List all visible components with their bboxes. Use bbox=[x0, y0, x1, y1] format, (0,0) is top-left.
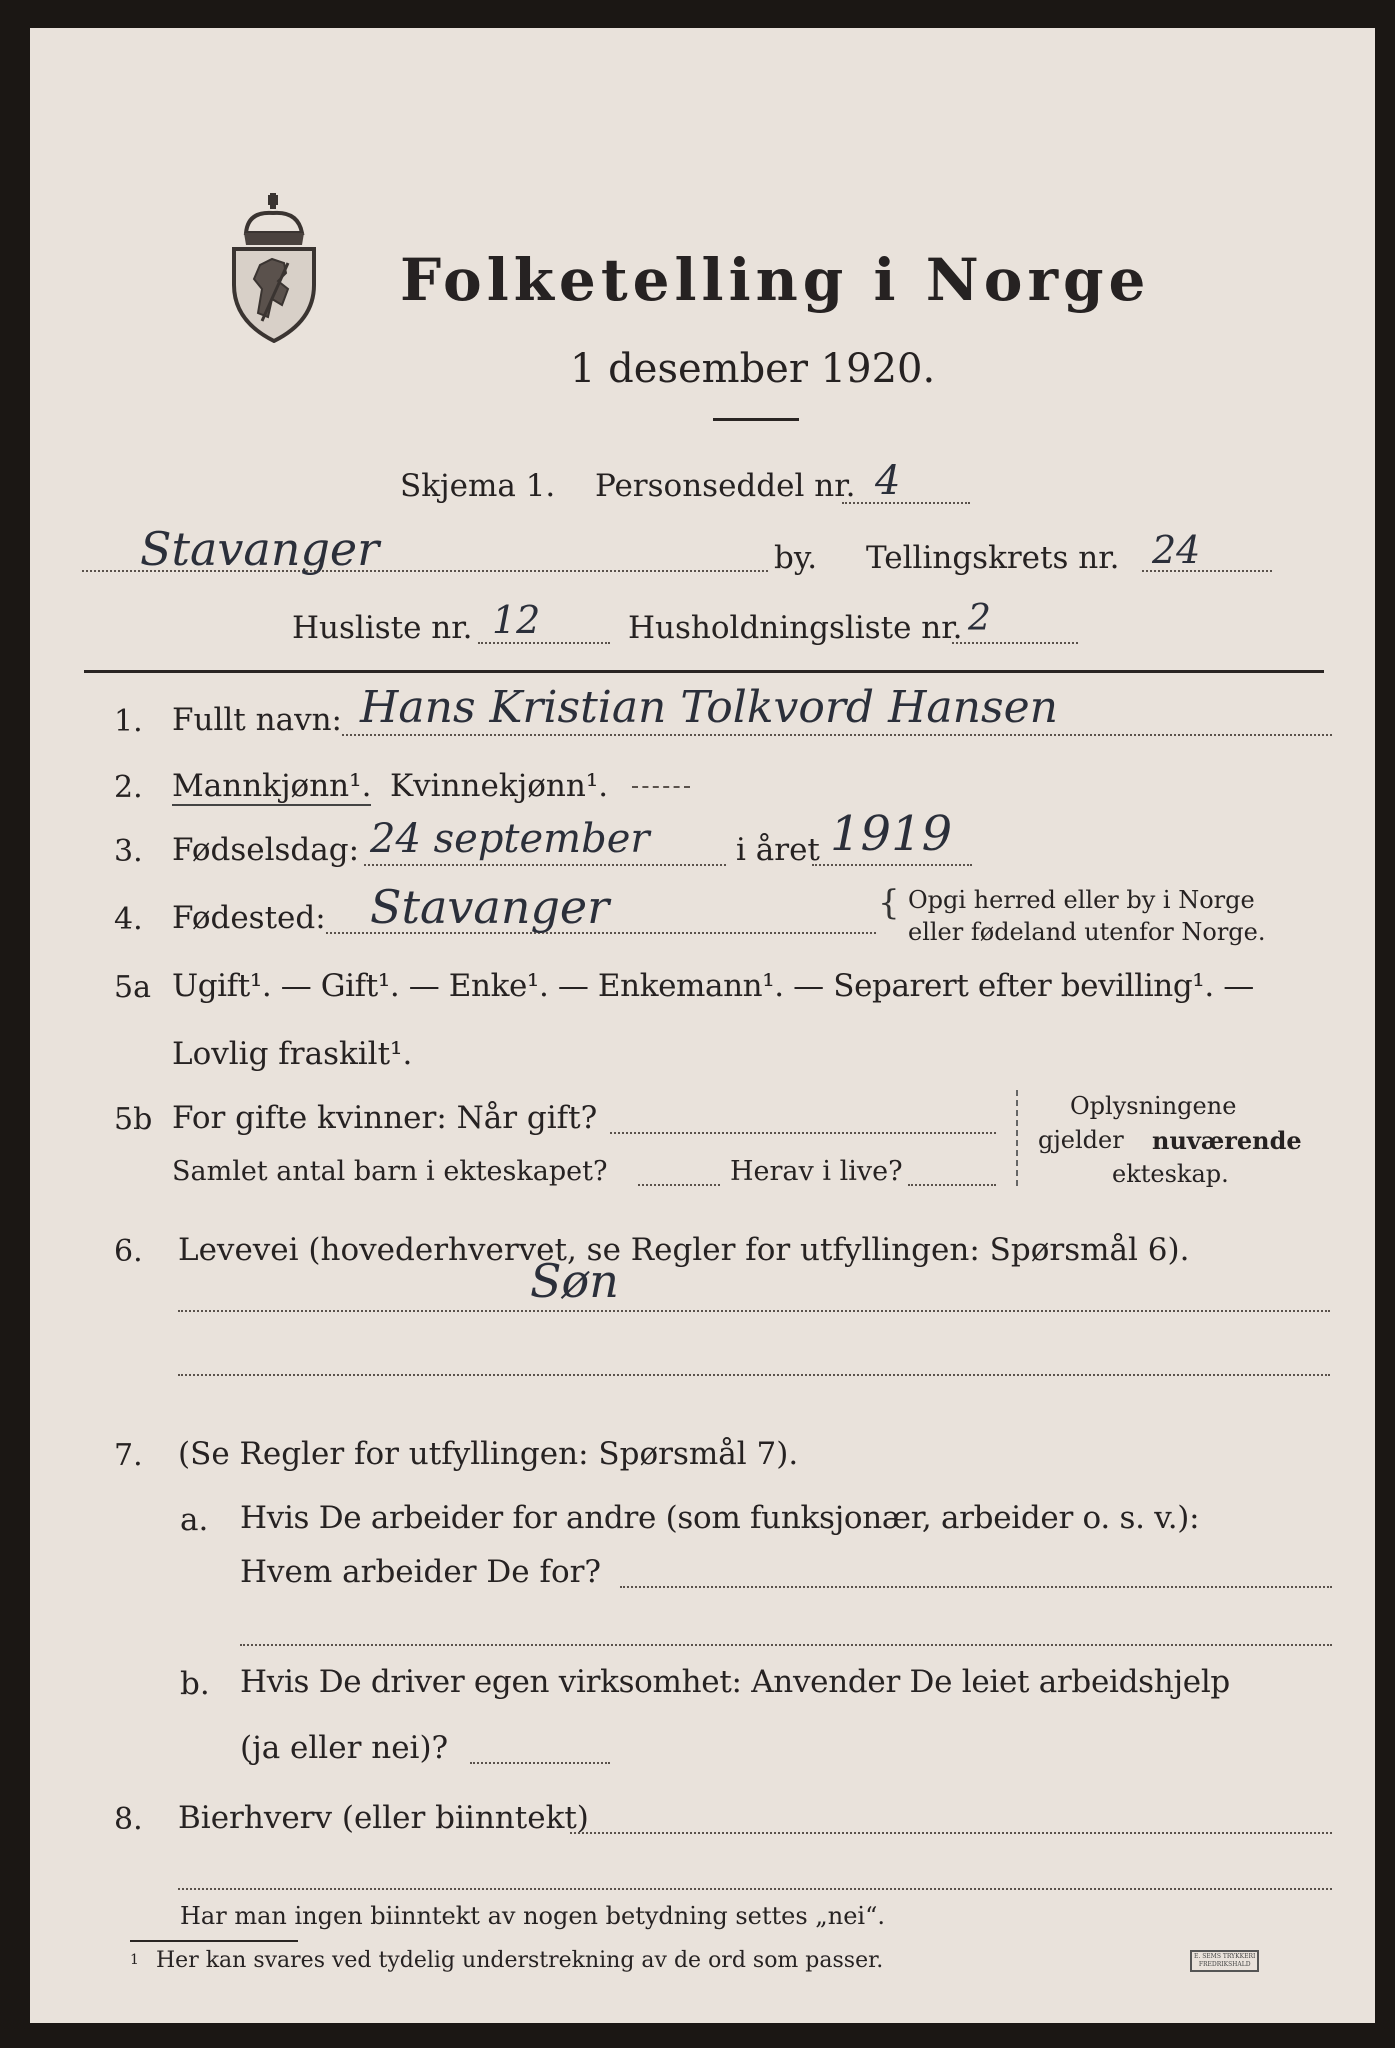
gender-male-option[interactable]: Mannkjønn¹. bbox=[172, 768, 372, 804]
personseddel-label: Personseddel nr. bbox=[595, 468, 856, 504]
q7b-letter: b. bbox=[180, 1666, 210, 1702]
husholdning-field[interactable] bbox=[952, 642, 1078, 644]
by-label: by. bbox=[774, 540, 818, 576]
footnote: Her kan svares ved tydelig understrekning av de ord som passer. bbox=[156, 1948, 884, 1973]
full-name-field[interactable] bbox=[342, 734, 1332, 736]
form-title: Folketelling i Norge bbox=[400, 246, 1151, 314]
gender-dash bbox=[632, 786, 690, 788]
birth-day-field[interactable] bbox=[364, 864, 726, 866]
q5b-note-line2a: gjelder bbox=[1038, 1126, 1124, 1154]
side-income-field[interactable] bbox=[570, 1832, 1332, 1834]
marital-status-options[interactable]: Ugift¹. — Gift¹. — Enke¹. — Enkemann¹. — Separert efter bevilling¹. — bbox=[172, 968, 1254, 1004]
q5a-number: 5a bbox=[114, 970, 151, 1005]
q1-label: Fullt navn: bbox=[172, 702, 342, 738]
q5b-note-line2b: nuværende bbox=[1152, 1126, 1302, 1155]
census-form bbox=[30, 28, 1375, 2023]
q7b-line1: Hvis De driver egen virksomhet: Anvender De leiet arbeidshjelp bbox=[240, 1664, 1230, 1700]
q5b-note-line3: ekteskap. bbox=[1112, 1160, 1229, 1188]
title-divider bbox=[713, 418, 799, 421]
gender-female-option[interactable]: Kvinnekjønn¹. bbox=[390, 768, 609, 804]
city-value: Stavanger bbox=[140, 522, 380, 576]
year-label: i året bbox=[736, 832, 820, 868]
q7a-line2: Hvem arbeider De for? bbox=[240, 1554, 602, 1590]
q4-number: 4. bbox=[114, 902, 143, 937]
header-rule bbox=[84, 670, 1324, 673]
q4-note-line1: Opgi herred eller by i Norge bbox=[908, 886, 1255, 914]
marital-status-divorced[interactable]: Lovlig fraskilt¹. bbox=[172, 1036, 413, 1072]
skjema-label: Skjema 1. bbox=[400, 468, 556, 504]
q7b-line2: (ja eller nei)? bbox=[240, 1730, 449, 1766]
q5b-married-when-label: For gifte kvinner: Når gift? bbox=[172, 1100, 598, 1136]
q7-label: (Se Regler for utfyllingen: Spørsmål 7). bbox=[178, 1436, 799, 1472]
q3-label: Fødselsdag: bbox=[172, 832, 360, 868]
occupation-value: Søn bbox=[530, 1254, 619, 1308]
children-alive-label: Herav i live? bbox=[730, 1156, 903, 1187]
footnote-rule bbox=[130, 1940, 298, 1942]
husliste-value: 12 bbox=[492, 598, 541, 642]
personseddel-field[interactable] bbox=[842, 502, 970, 504]
side-income-field-2[interactable] bbox=[178, 1888, 1332, 1890]
married-when-field[interactable] bbox=[610, 1132, 996, 1134]
nei-note: Har man ingen biinntekt av nogen betydning settes „nei“. bbox=[180, 1902, 885, 1930]
q5b-number: 5b bbox=[114, 1102, 153, 1137]
birth-year-value: 1919 bbox=[830, 806, 953, 862]
q1-number: 1. bbox=[114, 704, 143, 739]
q8-label: Bierhverv (eller biinntekt) bbox=[178, 1800, 589, 1836]
children-count-label: Samlet antal barn i ekteskapet? bbox=[172, 1156, 608, 1187]
tellingskrets-value: 24 bbox=[1152, 528, 1201, 572]
printer-stamp-line1: E. SEMS TRYKKERI bbox=[1194, 1953, 1256, 1960]
printer-stamp bbox=[1190, 1950, 1259, 1972]
children-count-field[interactable] bbox=[638, 1184, 720, 1186]
q4-brace: { bbox=[878, 883, 900, 923]
q7a-letter: a. bbox=[180, 1502, 209, 1538]
husliste-label: Husliste nr. bbox=[292, 610, 473, 646]
q4-label: Fødested: bbox=[172, 900, 326, 936]
q5b-bracket bbox=[1016, 1090, 1020, 1186]
q6-label: Levevei (hovederhvervet, se Regler for utfyllingen: Spørsmål 6). bbox=[178, 1232, 1190, 1268]
husholdning-value: 2 bbox=[968, 598, 991, 639]
occupation-field-2[interactable] bbox=[178, 1374, 1330, 1376]
birth-day-value: 24 september bbox=[370, 816, 650, 862]
q5b-note-line1: Oplysningene bbox=[1070, 1092, 1237, 1120]
children-alive-field[interactable] bbox=[908, 1184, 996, 1186]
hired-help-field[interactable] bbox=[470, 1762, 610, 1764]
q4-note-line2: eller fødeland utenfor Norge. bbox=[908, 918, 1266, 946]
occupation-field-1[interactable] bbox=[178, 1310, 1330, 1312]
personseddel-value: 4 bbox=[875, 458, 901, 504]
q3-number: 3. bbox=[114, 834, 143, 869]
birthplace-value: Stavanger bbox=[370, 880, 610, 934]
printer-stamp-line2: FREDRIKSHALD bbox=[1198, 1961, 1251, 1968]
footnote-mark: 1 bbox=[130, 1952, 139, 1968]
tellingskrets-label: Tellingskrets nr. bbox=[866, 540, 1120, 576]
q8-number: 8. bbox=[114, 1802, 143, 1837]
q7-number: 7. bbox=[114, 1438, 143, 1473]
q7a-line1: Hvis De arbeider for andre (som funksjonær, arbeider o. s. v.): bbox=[240, 1500, 1200, 1536]
coat-of-arms-icon bbox=[228, 193, 320, 343]
husholdning-label: Husholdningsliste nr. bbox=[628, 610, 963, 646]
full-name-value: Hans Kristian Tolkvord Hansen bbox=[360, 682, 1058, 733]
husliste-field[interactable] bbox=[478, 642, 610, 644]
employer-field[interactable] bbox=[620, 1586, 1332, 1588]
birth-year-field[interactable] bbox=[812, 864, 972, 866]
employer-field-2[interactable] bbox=[240, 1644, 1332, 1646]
q6-number: 6. bbox=[114, 1234, 143, 1269]
census-date: 1 desember 1920. bbox=[570, 346, 936, 392]
q2-number: 2. bbox=[114, 770, 143, 805]
